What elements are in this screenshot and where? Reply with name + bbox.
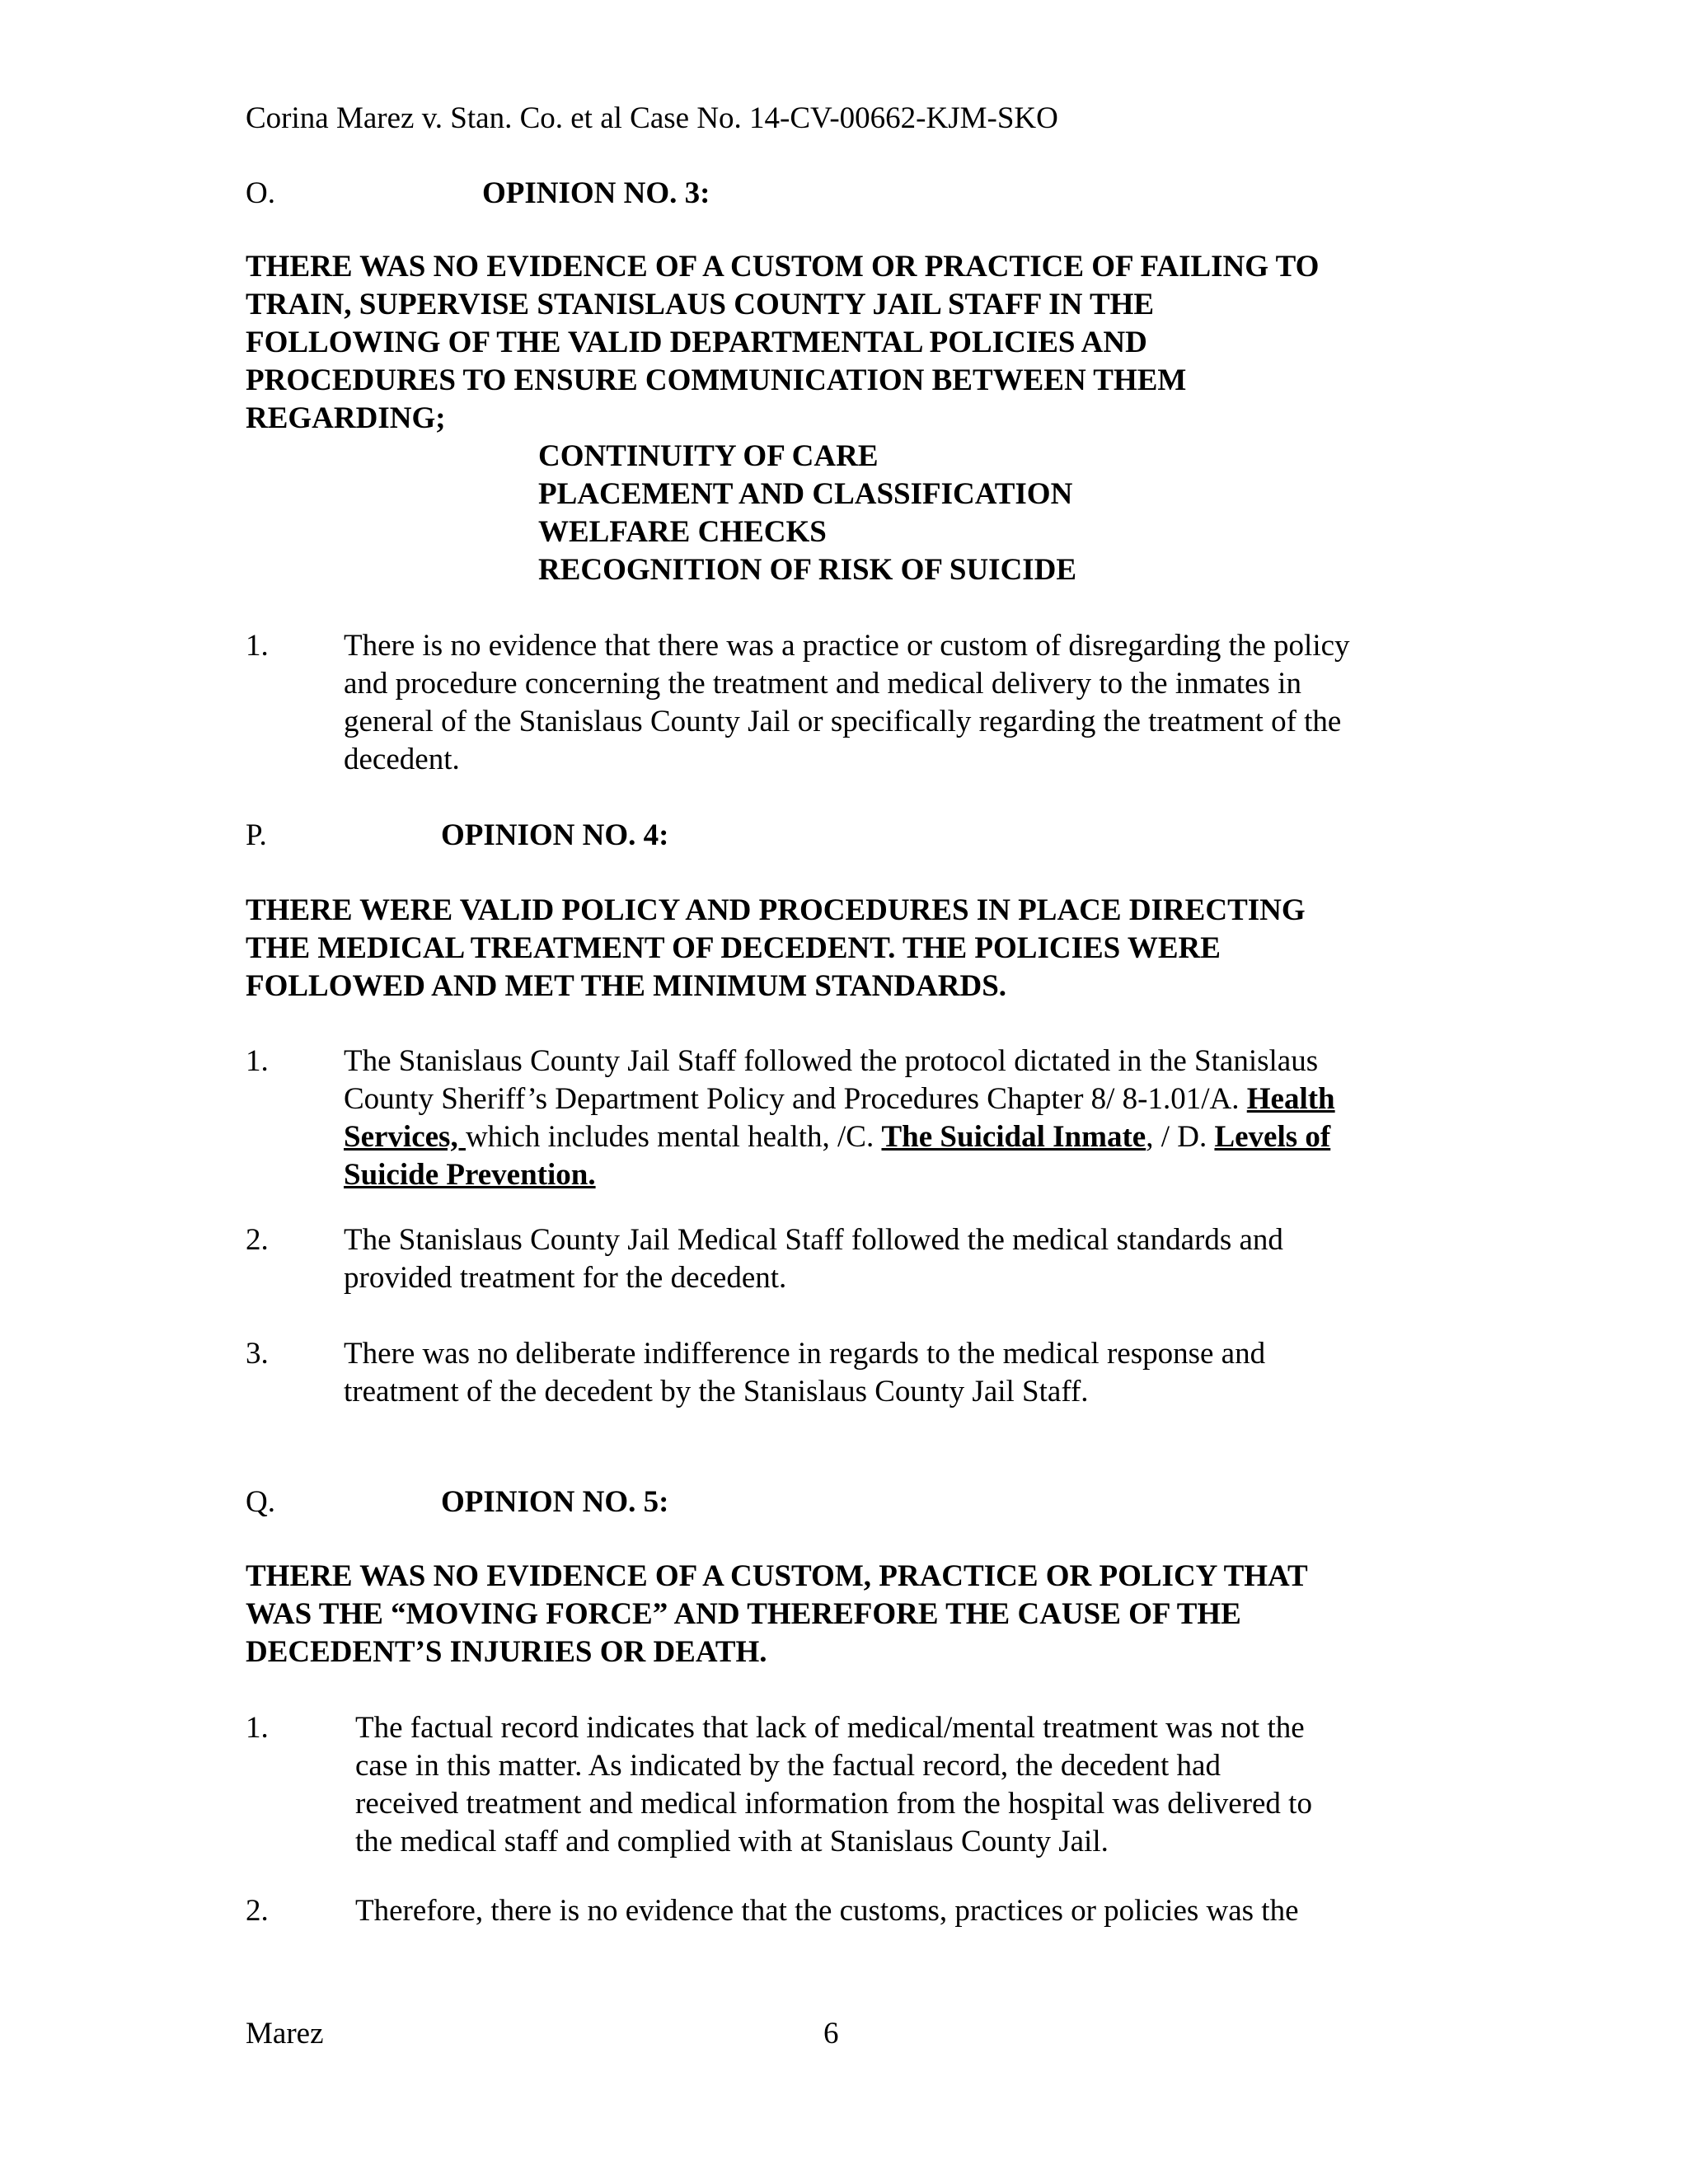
footer-name: Marez [246, 2017, 324, 2050]
item-line: case in this matter. As indicated by the factual record, the decedent had [355, 1749, 1221, 1783]
health-services-ref-cont: Services, [344, 1120, 466, 1154]
item-number: 1. [246, 1044, 269, 1078]
heading-line: WAS THE “MOVING FORCE” AND THEREFORE THE CAUSE OF THE [246, 1597, 1241, 1631]
suicidal-inmate-ref: The Suicidal Inmate [881, 1120, 1146, 1154]
item-line: Therefore, there is no evidence that the customs, practices or policies was the [355, 1894, 1299, 1928]
item-line: There was no deliberate indifference in regards to the medical response and [344, 1337, 1266, 1371]
section-letter-q: Q. [246, 1485, 275, 1519]
opinion-4-title: OPINION NO. 4: [441, 818, 669, 852]
item-number: 1. [246, 629, 269, 663]
item-line: There is no evidence that there was a practice or custom of disregarding the policy [344, 629, 1350, 663]
sub-item: WELFARE CHECKS [538, 515, 827, 549]
heading-line: FOLLOWING OF THE VALID DEPARTMENTAL POLICIES AND [246, 326, 1147, 359]
opinion-5-item-2 [355, 1892, 1299, 1930]
item-line: provided treatment for the decedent. [344, 1261, 787, 1295]
opinion-4-item-1 [344, 1043, 1335, 1194]
item-line: and procedure concerning the treatment and medical delivery to the inmates in [344, 667, 1301, 701]
sub-item: PLACEMENT AND CLASSIFICATION [538, 477, 1073, 511]
heading-line: DECEDENT’S INJURIES OR DEATH. [246, 1635, 767, 1669]
item-line: the medical staff and complied with at Stanislaus County Jail. [355, 1825, 1109, 1858]
heading-line: PROCEDURES TO ENSURE COMMUNICATION BETWEEN THEM [246, 363, 1187, 397]
page-number: 6 [823, 2017, 839, 2050]
case-header: Corina Marez v. Stan. Co. et al Case No. 14-CV-00662-KJM-SKO [246, 101, 1058, 135]
opinion-4-item-3 [344, 1335, 1265, 1411]
heading-line: FOLLOWED AND MET THE MINIMUM STANDARDS. [246, 969, 1007, 1003]
item-line [344, 1118, 1335, 1156]
levels-of-suicide-prevention-ref: Levels of [1214, 1120, 1331, 1154]
health-services-ref: Health [1246, 1082, 1335, 1116]
item-number: 2. [246, 1223, 269, 1257]
heading-line: THE MEDICAL TREATMENT OF DECEDENT. THE POLICIES WERE [246, 931, 1221, 965]
levels-of-suicide-prevention-ref-cont: Suicide Prevention. [344, 1158, 596, 1192]
item-line: The Stanislaus County Jail Staff followed the protocol dictated in the Stanislaus [344, 1044, 1319, 1078]
item-line: decedent. [344, 743, 460, 776]
heading-line: THERE WERE VALID POLICY AND PROCEDURES IN PLACE DIRECTING [246, 893, 1306, 927]
section-letter-o: O. [246, 176, 275, 210]
item-number: 3. [246, 1337, 269, 1371]
opinion-3-title: OPINION NO. 3: [482, 176, 710, 210]
opinion-4-item-2 [344, 1221, 1283, 1297]
item-text: which includes mental health, /C. [465, 1120, 882, 1154]
opinion-5-heading [246, 1558, 1308, 1671]
opinion-5-title: OPINION NO. 5: [441, 1485, 669, 1519]
heading-line: REGARDING; [246, 401, 446, 435]
opinion-3-item-1 [344, 627, 1350, 779]
item-line: The factual record indicates that lack of medical/mental treatment was not the [355, 1711, 1305, 1745]
item-text: County Sheriff’s Department Policy and Procedures Chapter 8/ 8-1.01/A. [344, 1082, 1247, 1116]
sub-item: CONTINUITY OF CARE [538, 439, 879, 473]
item-number: 1. [246, 1711, 269, 1745]
item-line [344, 1080, 1335, 1118]
opinion-5-item-1 [355, 1709, 1312, 1861]
opinion-3-sub-items [538, 438, 1076, 589]
item-number: 2. [246, 1894, 269, 1928]
item-text: , / D. [1146, 1120, 1215, 1154]
opinion-3-heading [246, 248, 1319, 438]
opinion-4-heading [246, 892, 1306, 1005]
item-line: The Stanislaus County Jail Medical Staff followed the medical standards and [344, 1223, 1283, 1257]
section-letter-p: P. [246, 818, 267, 852]
heading-line: THERE WAS NO EVIDENCE OF A CUSTOM, PRACTICE OR POLICY THAT [246, 1559, 1308, 1593]
sub-item: RECOGNITION OF RISK OF SUICIDE [538, 553, 1077, 587]
heading-line: TRAIN, SUPERVISE STANISLAUS COUNTY JAIL STAFF IN THE [246, 288, 1155, 321]
item-line: received treatment and medical information from the hospital was delivered to [355, 1787, 1312, 1821]
item-line: treatment of the decedent by the Stanislaus County Jail Staff. [344, 1375, 1089, 1408]
heading-line: THERE WAS NO EVIDENCE OF A CUSTOM OR PRACTICE OF FAILING TO [246, 250, 1320, 284]
item-line: general of the Stanislaus County Jail or specifically regarding the treatment of the [344, 705, 1342, 738]
